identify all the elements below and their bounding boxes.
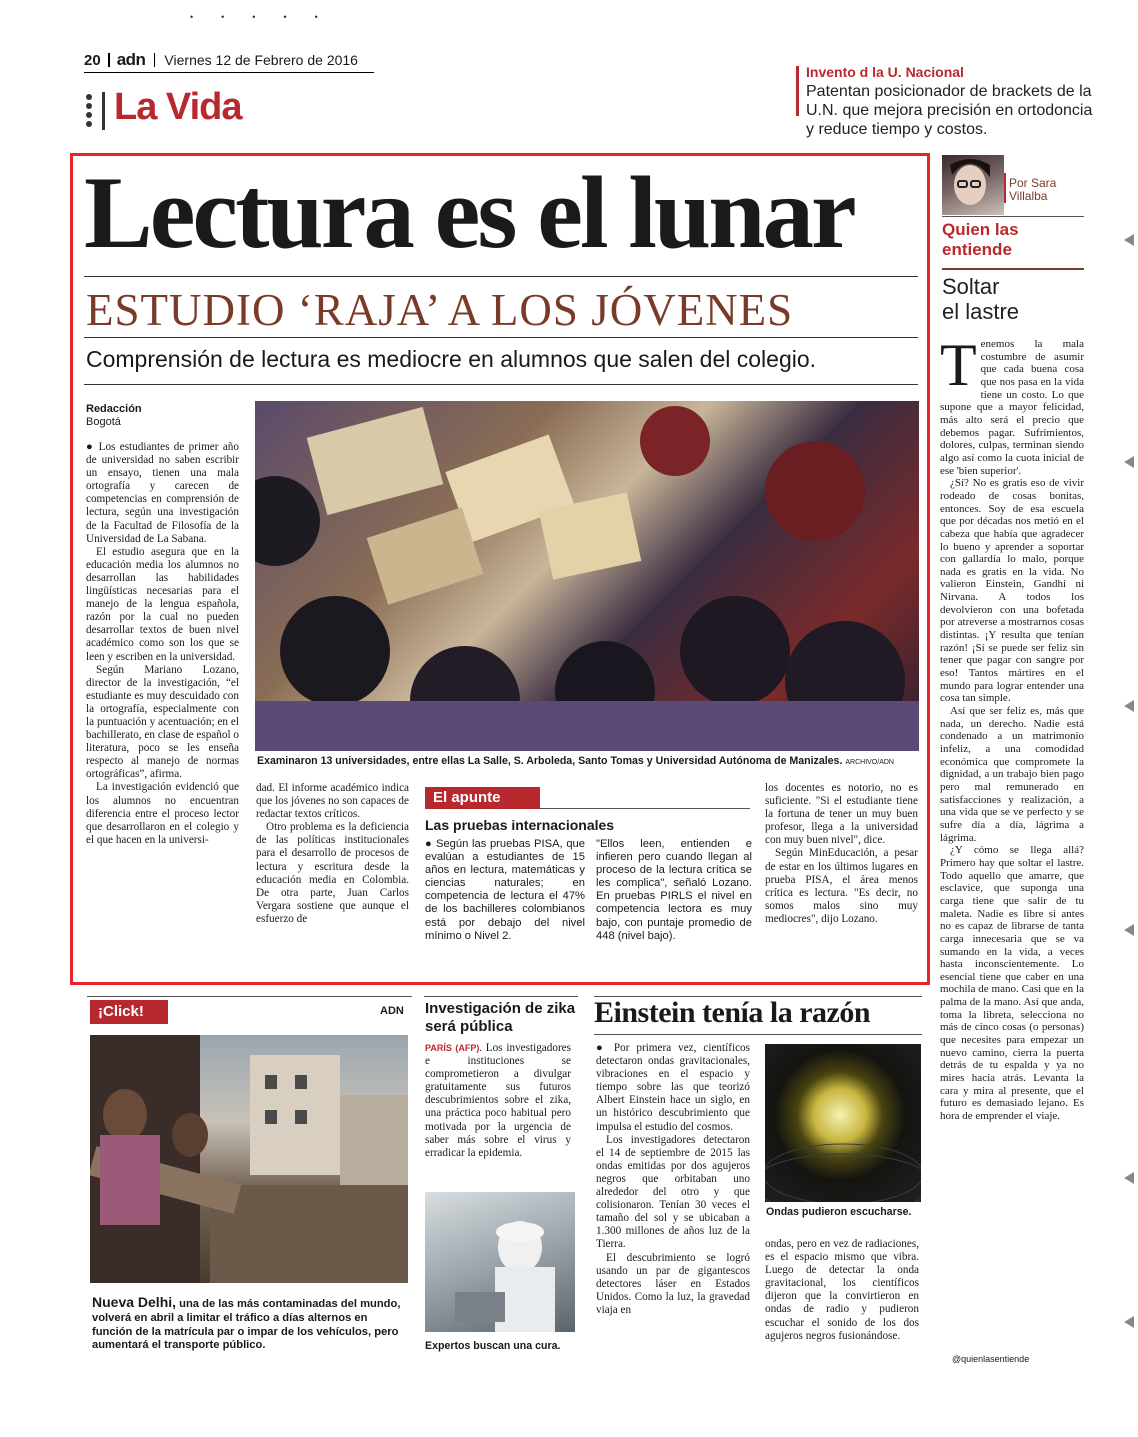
margin-arrow-icon-6 [1124,1316,1134,1328]
zika-photo-illustration [425,1192,575,1332]
black-hole-illustration [765,1044,921,1202]
column-p2: ¿Sí? No es gratis eso de vivir rodeado de cosas bonitas, entonces. Soy de esa escuela que por décadas nos metió en el cabeza que había que agradecer lo bueno y aprender a soportar con gallardía lo malo, porque nada es gratis en la vida. No valieron Einstein, Gandhi ni Nirvana. A todos los devolvieron con una bofetada por atreverse a mostrarnos cosas distintas. ¡Y resulta que tenían razón! ¡Sí se puede ser feliz sin tener que pagar con sangre por eso! Tantos mártires en el mundo para lograr entender una cosa tan simple. [940,477,1084,705]
column-author-last: Villalba [1009,189,1048,203]
click-tag: ¡Click! [90,1000,168,1024]
column-lead-text: enemos la mala costumbre de asumir que cada buena cosa que nos pasa en la vida tiene un costo. Lo que supone que a mayor felicidad, más alto será el precio que debemos pagar. Sufrimientos, dolores, culpas, terminan siendo algo así como la cuota inicial de ese 'bien superior'. [940,338,1084,477]
main-col2-p2: Otro problema es la deficiencia de las políticas institucionales para el desarrollo de procesos de lectura y escritura desde la educación media en Colombia. De otra parte, Juan Carlos Vergara sostiene que aunque el esfuerzo de [256,821,409,925]
brand-logo: adn [116,50,146,69]
main-photo-illustration [255,401,919,751]
author-avatar [942,155,1004,215]
column-lead [940,332,1084,477]
einstein-col2 [765,1238,919,1343]
apunte-col-b [596,838,752,943]
einstein-col1-p2: Los investigadores detectaron el 14 de septiembre de 2015 las ondas emitidas por dos agujeros negros que orbitaban uno alrededor del otro y que colisionaron. Tenían 30 veces el tamaño del sol y se ubicaban a 1.300 millones de años luz de la Tierra. [596,1133,750,1251]
einstein-photo [765,1044,921,1202]
column-name-1: Quien las [942,220,1019,239]
main-col1-p1: ● Los estudiantes de primer año de universidad no saben escribir un ensayo, tienen una mala ortografía y carecen de competencias en comprensión de lectura, según una investigación de la Facultad de Filosofía de la Universidad de La Sabana. [86,441,239,545]
margin-arrow-icon-2 [1124,456,1134,468]
byline-location: Bogotá [86,416,121,428]
subhead-rule [84,337,918,338]
zika-text [425,1042,571,1160]
main-col2 [256,782,409,926]
main-photo-caption [257,755,927,767]
teaser-kicker: Invento d la U. Nacional [806,64,964,80]
click-photo-illustration [90,1035,408,1283]
einstein-col1-p1: ● Por primera vez, científicos detectaron ondas gravitacionales, vibraciones en el espacio y tiempo sobre las que teorizó Albert Einstein hace un siglo, en un histórico descubrimiento que impulsa el estudio del cosmos. [596,1042,750,1133]
teaser-text: Patentan posicionador de brackets de la U.N. que mejora precisión en ortodoncia y reduce tiempo y costos. [806,83,1093,138]
folio-divider [108,53,110,67]
page-number: 20 [84,52,101,69]
click-brand: ADN [380,1005,404,1017]
zika-rule [424,996,578,997]
folio-rule [84,72,374,73]
einstein-col2-p1: ondas, pero en vez de radiaciones, es el espacio mismo que vibra. Luego de detectar la onda gravitacional, los científicos dijeron que la convirtieron en ondas de radio y pudieron escuchar el sonido de los dos agujeros negros fusionándose. [765,1238,919,1342]
einstein-col1 [596,1042,750,1317]
column-author-prefix: Por Sara [1009,176,1057,190]
headline-rule [84,276,918,277]
einstein-photo-caption: Ondas pudieron escucharse. [766,1206,912,1218]
main-col3-p1: los docentes es notorio, no es suficiente. "Si el estudiante tiene la fortuna de tener un muy buen profesor, llega a la universidad con muy buen nivel", dice. [765,782,918,847]
main-photo-credit: ARCHIVO/ADN [845,759,894,766]
section-bar [102,92,105,130]
main-photo-caption-text: Examinaron 13 universidades, entre ellas La Salle, S. Arboleda, Santo Tomas y Universidad Autónoma de Manizales. [257,755,843,767]
einstein-headline: Einstein tenía la razón [594,996,871,1029]
column-author [1009,177,1056,203]
margin-arrow-icon-5 [1124,1172,1134,1184]
margin-arrow-icon-4 [1124,924,1134,936]
einstein-col1-p3: El descubrimiento se logró usando un par de gigantescos detectores láser en Estados Unidos. Como la luz, la gravedad viaja en [596,1251,750,1316]
zika-photo [425,1192,575,1332]
main-col1 [86,441,239,847]
apunte-rule [540,808,750,809]
apunte-tag: El apunte [425,787,540,809]
main-subhead: ESTUDIO ‘RAJA’ A LOS JÓVENES [86,285,794,335]
margin-arrow-icon [1124,234,1134,246]
teaser-bar [796,66,799,116]
column-p3: Así que ser feliz es, más que nada, un derecho. Nadie está condenado a un matrimonio infeliz, a una comodidad económica que compromete la dignidad, a un trabajo bien pago pero mal remunerado en satisfacciones y realización, a una vida que se ve perfecto y se sufre día a día, lágrima a lágrima. [940,705,1084,844]
main-col1-p4: La investigación evidenció que los alumnos no encuentran diferencia entre el proceso lector que desarrollaron en el colegio y el que hacen en la universi- [86,781,239,846]
zika-caption: Expertos buscan una cura. [425,1340,561,1352]
click-photo [90,1035,408,1283]
column-p4: ¿Y cómo se llega allá? Primero hay que soltar el lastre. Todo aquello que amarre, que esclavice, que suponga una carga tiene que salir de tu maleta. Nadie es libre si antes no es capaz de librarse de tanta carga innecesaria que se va sumando en la vida, a veces hasta inconscientemente. Lo esencial tiene que caber en una mochila de mano. Casi que en la palma de la mano. Así que anda, toma la libreta, selecciona no más de cinco cosas (o personas) que necesites para empezar un nuevo camino, cierra la puerta detrás de tu espalda y ya no mires hacia atrás. Levanta la cara y mira al presente, que el futuro es demasiado lejano. Es hora de emprender el viaje. [940,844,1084,1123]
zika-dateline: PARÍS (AFP). [425,1043,482,1053]
main-col1-p2: El estudio asegura que en la educación media los alumnos no desarrollan las habilidades lingüísticas necesarias para el manejo de la lengua española, razón por la cual no pueden desarrollar textos de buen nivel académico como son los que se leen y escriben en la universidad. [86,545,239,663]
column-dropcap: T [940,332,977,398]
margin-arrow-icon-3 [1124,700,1134,712]
column-body [940,332,1084,1123]
click-caption-bold: Nueva Delhi, [92,1294,177,1310]
scan-marks: ••••• [190,12,346,22]
column-handle[interactable]: @quienlasentiende [952,1354,1030,1364]
apunte-col-a-text: ● Según las pruebas PISA, que evalúan a estudiantes de 15 años en lectura, matemáticas y ciencias naturales; en competencia de lectura el 47% de los bachilleres colombianos está por debajo del nivel mínimo o Nivel 2. [425,838,585,942]
byline: Redacción [86,403,142,415]
folio-divider-2 [154,53,155,67]
folio-bar [84,50,364,70]
column-title-1: Soltar [942,274,1000,299]
main-deck: Comprensión de lectura es mediocre en alumnos que salen del colegio. [86,346,817,372]
section-title: La Vida [114,86,242,128]
zika-body: Los investigadores e instituciones se comprometieron a divulgar gratuitamente sus futuros descubrimientos sobre el zika, una práctica poco habitual pero motivada por la urgencia de saber más sobre el virus y erradicar la epidemia. [425,1042,572,1159]
apunte-col-a [425,838,585,943]
main-col2-p1: dad. El informe académico indica que los jóvenes no son capaces de redactar textos críticos. [256,782,409,821]
author-bar [1004,173,1006,203]
click-caption [92,1296,408,1353]
click-caption-text: una de las más contaminadas del mundo, volverá en abril a limitar el tráfico a días alternos en función de la matrícula par o impar de los vehículos, pero aumentará el transporte público. [92,1298,401,1352]
column-title [942,274,1019,324]
section-dots-icon [86,94,94,130]
apunte-col-b-text: "Ellos leen, entienden e infieren pero cuando llegan al proceso de la lectura crítica se les complica", señaló Lozano. En pruebas PIRLS el nivel en competencia lectora es muy bajo, con puntaje promedio de 448 (nivel bajo). [596,838,752,942]
main-col3 [765,782,918,926]
column-name [942,220,1019,260]
main-headline: Lectura es el lunar [84,156,854,270]
column-name-2: entiende [942,240,1012,259]
deck-rule [84,384,918,385]
main-col1-p3: Según Mariano Lozano, director de la investigación, “el estudiante es muy descuidado con la ortografía, especialmente con la puntuación y acentuación; en el bachillerato, en clase de español o literatura, poco se les enseña respecto al manejo de normas ortográficas”, afirma. [86,663,239,781]
column-title-2: el lastre [942,299,1020,324]
main-col3-p2: Según MinEducación, a pesar de estar en los últimos lugares en prueba PISA, el área menos crítica es lectura. "Es decir, no somos malos sino muy mediocres", dijo Lozano. [765,847,918,925]
einstein-headline-rule [594,1034,922,1035]
author-rule [942,216,1084,217]
column-name-rule [942,268,1084,270]
column-author-photo [942,155,1004,215]
apunte-title: Las pruebas internacionales [425,817,615,833]
page-date: Viernes 12 de Febrero de 2016 [164,52,358,68]
zika-paragraph [425,1042,571,1160]
zika-headline: Investigación de zika será pública [425,1000,576,1035]
main-photo [255,401,919,751]
